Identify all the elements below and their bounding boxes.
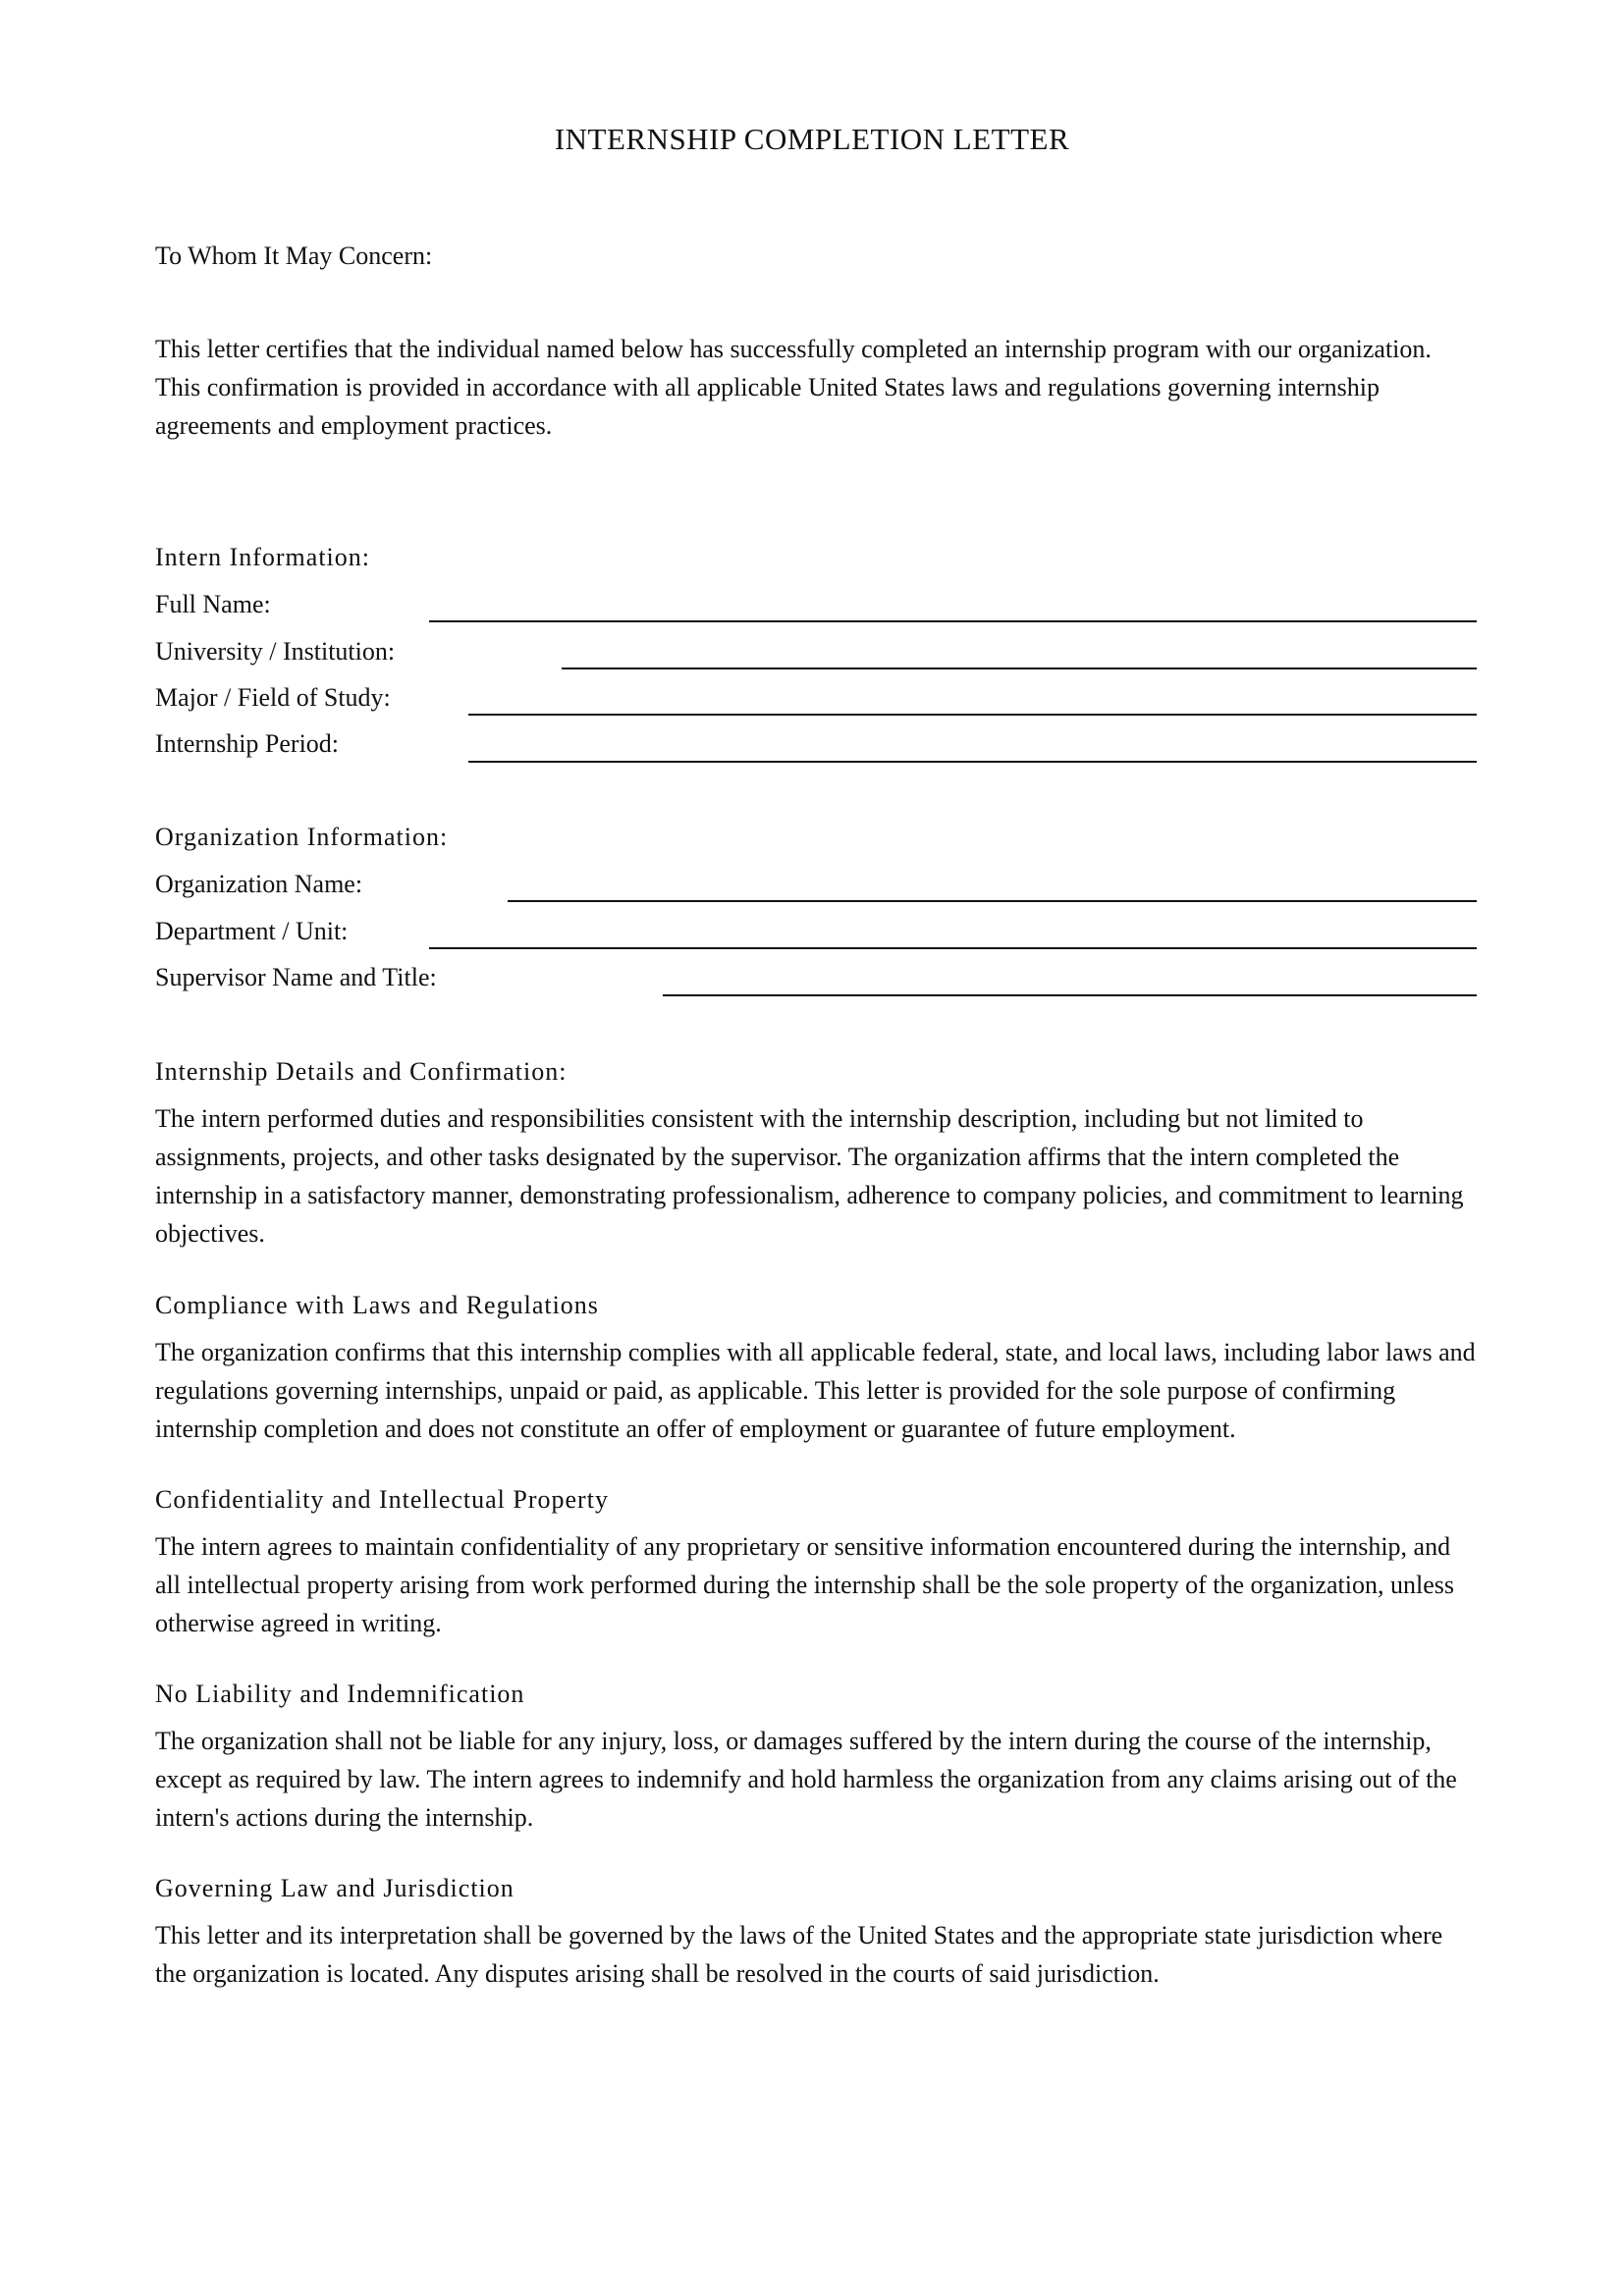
section-body: The intern agrees to maintain confidentiality of any proprietary or sensitive information encountered during the internship, and all intellectual property arising from work performed during the internship shall be the sole property of the organization, unless otherwise agreed in writing. — [155, 1532, 1454, 1637]
section-body: The organization shall not be liable for any injury, loss, or damages suffered by the intern during the course of the internship, except as required by law. The intern agrees to indemnify and hold harmless the organization from any claims arising out of the intern's actions during the internship. — [155, 1727, 1457, 1832]
salutation: To Whom It May Concern: — [155, 241, 433, 270]
department-field[interactable] — [429, 947, 1477, 949]
section-heading: Compliance with Laws and Regulations — [155, 1291, 599, 1319]
intern-info-heading: Intern Information: — [155, 543, 370, 571]
section-body: This letter and its interpretation shall be governed by the laws of the United States and the appropriate state jurisdiction where the organization is located. Any disputes arising shall be resolved in the courts of said jurisdiction. — [155, 1921, 1443, 1988]
major-label: Major / Field of Study: — [155, 683, 391, 712]
section-heading: Internship Details and Confirmation: — [155, 1057, 568, 1086]
department-label: Department / Unit: — [155, 917, 349, 945]
section-heading: No Liability and Indemnification — [155, 1680, 525, 1708]
intro-paragraph: This letter certifies that the individual named below has successfully completed an internship program with our organization. This confirmation is provided in accordance with all applicable United States laws and regulations governing internship agreements and employment practices. — [155, 335, 1432, 440]
supervisor-field[interactable] — [663, 994, 1477, 996]
document-title: INTERNSHIP COMPLETION LETTER — [554, 122, 1070, 156]
section-body: The intern performed duties and responsibilities consistent with the internship description, including but not limited to assignments, projects, and other tasks designated by the supervisor. The organization affirms that the intern completed the internship in a satisfactory manner, demonstrating professionalism, adherence to company policies, and commitment to learning objectives. — [155, 1104, 1464, 1248]
internship-period-label: Internship Period: — [155, 729, 340, 758]
section-heading: Governing Law and Jurisdiction — [155, 1874, 514, 1902]
section-body: The organization confirms that this internship complies with all applicable federal, state, and local laws, including labor laws and regulations governing internships, unpaid or paid, as applicable. This letter is provided for the sole purpose of confirming internship completion and does not constitute an offer of employment or guarantee of future employment. — [155, 1338, 1476, 1443]
university-label: University / Institution: — [155, 637, 396, 666]
internship-period-field[interactable] — [468, 761, 1477, 763]
supervisor-label: Supervisor Name and Title: — [155, 963, 437, 991]
full-name-label: Full Name: — [155, 590, 271, 618]
organization-name-field[interactable] — [508, 900, 1477, 902]
organization-name-label: Organization Name: — [155, 870, 363, 898]
full-name-field[interactable] — [429, 620, 1477, 622]
section-heading: Confidentiality and Intellectual Property — [155, 1485, 609, 1514]
org-info-heading: Organization Information: — [155, 823, 449, 851]
major-field[interactable] — [468, 714, 1477, 716]
university-field[interactable] — [562, 667, 1477, 669]
